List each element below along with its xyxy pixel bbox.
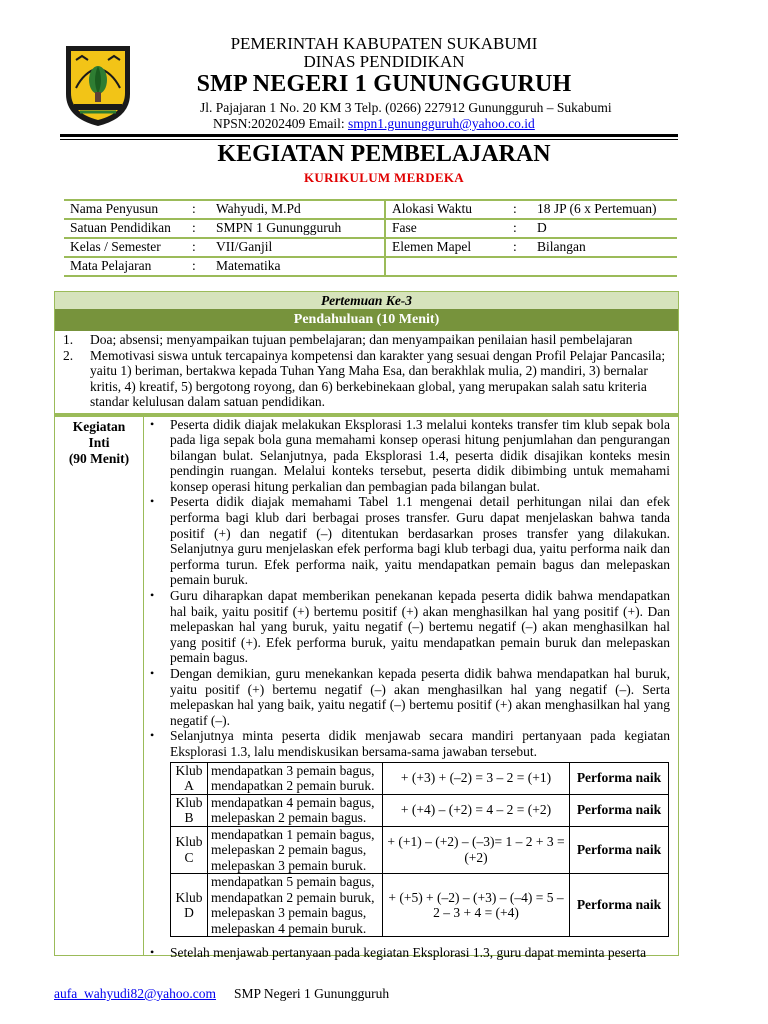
transfer-line: mendapatkan 4 pemain bagus, <box>211 794 375 810</box>
club-transfers <box>208 794 383 826</box>
list-item <box>144 588 678 666</box>
club-result: Performa naik <box>570 826 669 874</box>
identity-separator: : <box>192 200 210 219</box>
footer-school-name: SMP Negeri 1 Gunungguruh <box>234 986 390 1001</box>
curriculum-subtitle: KURIKULUM MERDEKA <box>303 170 464 185</box>
identity-separator: : <box>192 219 210 238</box>
club-transfers <box>208 826 383 874</box>
identity-value: Wahyudi, M.Pd <box>210 200 385 219</box>
bullet-text: Peserta didik diajak memahami Tabel 1.1 mengenai detail perhitungan nilai dan efek performa bagi klub dari berbagai proses transfer. Guru dapat menjelaskan bahwa tanda positif (+) dan negatif (–) ditentukan berdasarkan proses transfer yang dilakukan. Selanjutnya guru menjelaskan efek performa bagi klub terbagi dua, yaitu performa naik dan performa turun. Efek performa naik, yaitu mendapatkan pemain bagus dan melepaskan pemain buruk. <box>170 494 670 588</box>
list-item <box>55 348 678 410</box>
bullet-text: Dengan demikian, guru menekankan kepada peserta didik bahwa mendapatkan hal buruk, yaitu positif (+) bertemu negatif (–) akan menghasilkan hal yang negatif (–). Serta melepaskan hal yang baik, yaitu negatif (–) bertemu positif (+) akan menghasilkan hal yang negatif (–). <box>170 666 670 728</box>
letterhead-divider-thick <box>60 134 678 137</box>
list-text: Memotivasi siswa untuk tercapainya kompetensi dan karakter yang sesuai dengan Profil Pelajar Pancasila; yaitu 1) beriman, bertakwa kepada Tuhan Yang Maha Esa, dan berakhlak mulia, 2) mandiri, 3) bernalar kritis, 4) kreatif, 5) bergotong royong, dan 6) berkebinekaan global, yang merupakan salah satu kriteria standar kelulusan dalam satuan pendidikan. <box>90 347 666 409</box>
list-text: Doa; absensi; menyampaikan tujuan pembelajaran; dan menyampaikan penilaian hasil pembelajaran <box>90 332 633 347</box>
core-label-duration: (90 Menit) <box>68 450 130 466</box>
core-activity <box>55 416 678 961</box>
identity-value: Matematika <box>210 257 385 276</box>
government-name: PEMERINTAH KABUPATEN SUKABUMI <box>230 34 538 53</box>
page-footer <box>54 986 389 1002</box>
transfer-line: melepaskan 2 pemain bagus. <box>211 810 367 826</box>
document-title: KEGIATAN PEMBELAJARAN <box>217 141 551 167</box>
table-row <box>171 874 669 937</box>
bullet-icon: • <box>150 494 155 509</box>
transfer-line: mendapatkan 1 pemain bagus, <box>211 826 375 842</box>
list-item <box>144 666 678 728</box>
list-item <box>55 332 678 348</box>
table-row <box>64 200 677 219</box>
list-item <box>144 945 678 961</box>
table-row <box>64 257 677 276</box>
identity-label: Nama Penyusun <box>64 200 192 219</box>
club-name: Klub B <box>171 794 208 826</box>
npsn-email-line <box>213 116 535 132</box>
department-name: DINAS PENDIDIKAN <box>303 52 465 71</box>
transfer-line: mendapatkan 3 pemain bagus, <box>211 762 375 778</box>
club-transfers <box>208 762 383 794</box>
club-calculation: + (+1) – (+2) – (–3)= 1 – 2 + 3 = (+2) <box>383 826 570 874</box>
npsn-label: NPSN:20202409 Email: <box>213 116 349 131</box>
core-label-line: Kegiatan <box>72 418 126 434</box>
intro-header: Pendahuluan (10 Menit) <box>55 309 678 331</box>
list-item <box>144 494 678 588</box>
identity-separator: : <box>513 219 531 238</box>
bullet-icon: • <box>150 666 155 680</box>
identity-label: Kelas / Semester <box>64 238 192 257</box>
bullet-icon: • <box>150 945 155 960</box>
bullet-icon: • <box>150 588 155 603</box>
identity-label: Mata Pelajaran <box>64 257 192 276</box>
transfer-line: mendapatkan 5 pemain bagus, <box>211 874 375 890</box>
identity-label: Elemen Mapel <box>385 238 513 257</box>
club-result: Performa naik <box>570 874 669 937</box>
list-number: 1. <box>63 332 74 347</box>
club-transfers <box>208 874 383 937</box>
club-calculation: + (+4) – (+2) = 4 – 2 = (+2) <box>383 794 570 826</box>
identity-table <box>64 199 677 277</box>
identity-separator: : <box>192 257 210 276</box>
letterhead-divider-thin <box>60 139 678 140</box>
bullet-icon: • <box>150 728 155 743</box>
meeting-title: Pertemuan Ke-3 <box>55 292 678 309</box>
bullet-text: Guru diharapkan dapat memberikan penekanan kepada peserta didik bahwa mendapatkan hal baik, yaitu positif (+) bertemu positif (+) akan menghasilkan hal yang positif (+). Dan melepaskan hal yang buruk, yaitu negatif (–) bertemu negatif (–) akan menghasilkan hal yang positif (+). Efek performa buruk, yaitu mendapatkan pemain buruk dan melepaskan pemain bagus. <box>170 588 670 666</box>
table-row <box>64 238 677 257</box>
transfer-line: melepaskan 4 pemain buruk. <box>211 920 367 936</box>
list-item <box>144 417 678 495</box>
identity-separator: : <box>513 238 531 257</box>
identity-value: 18 JP (6 x Pertemuan) <box>531 200 677 219</box>
footer-email-link[interactable]: aufa_wahyudi82@yahoo.com <box>54 986 217 1001</box>
club-result: Performa naik <box>570 794 669 826</box>
intro-list <box>55 331 678 413</box>
club-calculation: + (+5) + (–2) – (+3) – (–4) = 5 – 2 – 3 + 4 = (+4) <box>383 874 570 937</box>
table-row <box>171 826 669 874</box>
core-activity-body <box>144 417 678 961</box>
identity-label: Fase <box>385 219 513 238</box>
identity-separator: : <box>513 200 531 219</box>
transfer-line: mendapatkan 2 pemain buruk, <box>211 889 375 905</box>
bullet-text: Selanjutnya minta peserta didik menjawab secara mandiri pertanyaan pada kegiatan Eksplorasi 1.3, lalu mendiskusikan bersama-sama jawaban tersebut. <box>170 728 670 759</box>
list-item <box>144 728 678 759</box>
club-name: Klub C <box>171 826 208 874</box>
identity-value: D <box>531 219 677 238</box>
transfer-line: mendapatkan 2 pemain buruk. <box>211 778 375 794</box>
bullet-icon: • <box>150 416 155 431</box>
school-email-link[interactable]: smpn1.gunungguruh@yahoo.co.id <box>348 116 535 131</box>
identity-empty-cell <box>385 257 677 276</box>
identity-label: Satuan Pendidikan <box>64 219 192 238</box>
school-address: Jl. Pajajaran 1 No. 20 KM 3 Telp. (0266) 227912 Gunungguruh – Sukabumi <box>200 100 612 115</box>
lesson-section <box>54 291 679 961</box>
list-number: 2. <box>63 347 74 363</box>
club-result: Performa naik <box>570 762 669 794</box>
identity-value: VII/Ganjil <box>210 238 385 257</box>
bullet-text: Peserta didik diajak melakukan Eksplorasi 1.3 melalui konteks transfer tim klub sepak bola pada liga sepak bola guna memahami konsep operasi hitung penjumlahan dan pengurangan bilangan bulat. Selanjutnya, pada Eksplorasi 1.4, peserta didik disajikan konteks mesin pendingin ruangan. Melalui konteks tersebut, peserta didik dibimbing untuk memahami konsep operasi hitung perkalian dan pembagian pada bilangan bulat. <box>170 416 670 494</box>
school-name: SMP NEGERI 1 GUNUNGGURUH <box>196 71 572 97</box>
table-row <box>171 762 669 794</box>
identity-value: Bilangan <box>531 238 677 257</box>
table-row <box>171 794 669 826</box>
table-row <box>64 219 677 238</box>
club-name: Klub A <box>171 762 208 794</box>
bullet-text: Setelah menjawab pertanyaan pada kegiatan Eksplorasi 1.3, guru dapat meminta peserta <box>170 945 647 961</box>
club-transfer-table <box>170 762 669 938</box>
identity-separator: : <box>192 238 210 257</box>
transfer-line: melepaskan 2 pemain bagus, <box>211 842 367 858</box>
club-name: Klub D <box>171 874 208 937</box>
core-activity-label <box>55 417 144 955</box>
identity-label: Alokasi Waktu <box>385 200 513 219</box>
transfer-line: melepaskan 3 pemain bagus, <box>211 905 367 921</box>
club-calculation: + (+3) + (–2) = 3 – 2 = (+1) <box>383 762 570 794</box>
core-label-line: Inti <box>88 434 110 450</box>
transfer-line: melepaskan 3 pemain buruk. <box>211 857 367 873</box>
identity-value: SMPN 1 Gunungguruh <box>210 219 385 238</box>
